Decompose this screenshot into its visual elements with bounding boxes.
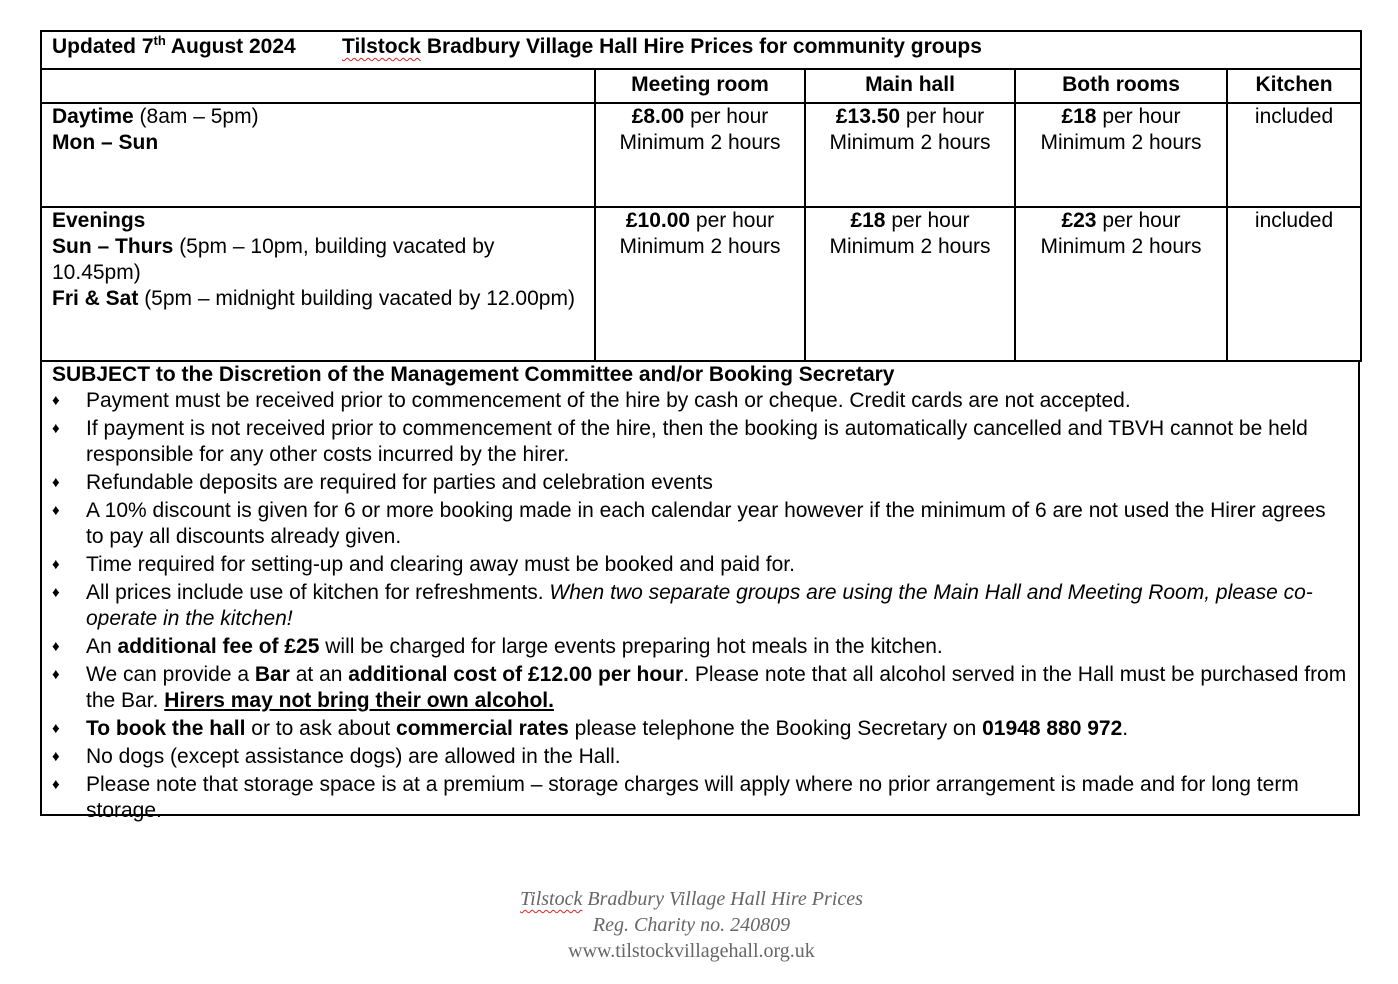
list-item: ♦ Payment must be received prior to commencement of the hire by cash or cheque. Credit cards are not accepted. bbox=[52, 389, 1131, 412]
list-item: ♦ To book the hall or to ask about commercial rates please telephone the Booking Secretary on 01948 880 972. bbox=[52, 717, 1129, 740]
evenings-kitchen: included bbox=[1227, 207, 1361, 361]
footer-title: Tilstock Bradbury Village Hall Hire Prices bbox=[520, 888, 863, 910]
diamond-bullet-icon: ♦ bbox=[52, 584, 60, 601]
price-table bbox=[40, 30, 1362, 362]
title-rest: Bradbury Village Hall Hire Prices for community groups bbox=[420, 35, 982, 58]
list-item: ♦ All prices include use of kitchen for refreshments. When two separate groups are using the Main Hall and Meeting Room, please co-operate in the kitchen! bbox=[52, 581, 1313, 630]
list-item: ♦ Please note that storage space is at a premium – storage charges will apply where no prior arrangement is made and for long term storage. bbox=[52, 773, 1299, 822]
updated-date: Updated 7th August 2024 bbox=[52, 33, 296, 58]
col-main-hall: Main hall bbox=[805, 69, 1015, 103]
daytime-meeting-price: £8.00 per hour Minimum 2 hours bbox=[595, 103, 805, 207]
list-item: ♦ If payment is not received prior to commencement of the hire, then the booking is automatically cancelled and TBVH cannot be held responsible for any other costs incurred by the hirer. bbox=[52, 417, 1308, 466]
price-sheet bbox=[40, 30, 1360, 822]
table-title bbox=[41, 31, 1361, 69]
daytime-label: Daytime (8am – 5pm) Mon – Sun bbox=[41, 103, 595, 207]
list-item: ♦ Time required for setting-up and clearing away must be booked and paid for. bbox=[52, 553, 795, 576]
list-item: ♦ An additional fee of £25 will be charged for large events preparing hot meals in the kitchen. bbox=[52, 635, 943, 658]
diamond-bullet-icon: ♦ bbox=[52, 666, 60, 683]
col-both-rooms: Both rooms bbox=[1015, 69, 1227, 103]
list-item: ♦ Refundable deposits are required for parties and celebration events bbox=[52, 471, 713, 494]
diamond-bullet-icon: ♦ bbox=[52, 392, 60, 409]
diamond-bullet-icon: ♦ bbox=[52, 776, 60, 793]
evenings-label: Evenings Sun – Thurs (5pm – 10pm, building vacated by 10.45pm) Fri & Sat (5pm – midnight building vacated by 12.00pm) bbox=[41, 207, 595, 361]
list-item: ♦ A 10% discount is given for 6 or more booking made in each calendar year however if the minimum of 6 are not used the Hirer agrees to pay all discounts already given. bbox=[52, 499, 1326, 548]
column-header-row bbox=[41, 69, 1361, 103]
footer-website: www.tilstockvillagehall.org.uk bbox=[568, 940, 815, 962]
terms-section bbox=[40, 362, 1360, 822]
list-item: ♦ No dogs (except assistance dogs) are allowed in the Hall. bbox=[52, 745, 621, 768]
header-blank bbox=[41, 69, 595, 103]
daytime-kitchen: included bbox=[1227, 103, 1361, 207]
list-item: ♦ We can provide a Bar at an additional cost of £12.00 per hour. Please note that all alcohol served in the Hall must be purchased from the Bar. Hirers may not bring their own alcohol. bbox=[52, 663, 1347, 712]
footer-charity: Reg. Charity no. 240809 bbox=[592, 914, 791, 936]
terms-list bbox=[52, 388, 1348, 824]
terms-heading: SUBJECT to the Discretion of the Management Committee and/or Booking Secretary bbox=[52, 363, 895, 386]
diamond-bullet-icon: ♦ bbox=[52, 474, 60, 491]
title-name: Tilstock bbox=[342, 35, 421, 58]
diamond-bullet-icon: ♦ bbox=[52, 748, 60, 765]
evenings-main-price: £18 per hour Minimum 2 hours bbox=[805, 207, 1015, 361]
daytime-main-price: £13.50 per hour Minimum 2 hours bbox=[805, 103, 1015, 207]
evenings-both-price: £23 per hour Minimum 2 hours bbox=[1015, 207, 1227, 361]
diamond-bullet-icon: ♦ bbox=[52, 638, 60, 655]
col-meeting-room: Meeting room bbox=[595, 69, 805, 103]
diamond-bullet-icon: ♦ bbox=[52, 556, 60, 573]
page-footer bbox=[0, 886, 1383, 964]
table-row-daytime bbox=[41, 103, 1361, 207]
col-kitchen: Kitchen bbox=[1227, 69, 1361, 103]
daytime-both-price: £18 per hour Minimum 2 hours bbox=[1015, 103, 1227, 207]
diamond-bullet-icon: ♦ bbox=[52, 720, 60, 737]
evenings-meeting-price: £10.00 per hour Minimum 2 hours bbox=[595, 207, 805, 361]
table-row-evenings bbox=[41, 207, 1361, 361]
diamond-bullet-icon: ♦ bbox=[52, 420, 60, 437]
diamond-bullet-icon: ♦ bbox=[52, 502, 60, 519]
